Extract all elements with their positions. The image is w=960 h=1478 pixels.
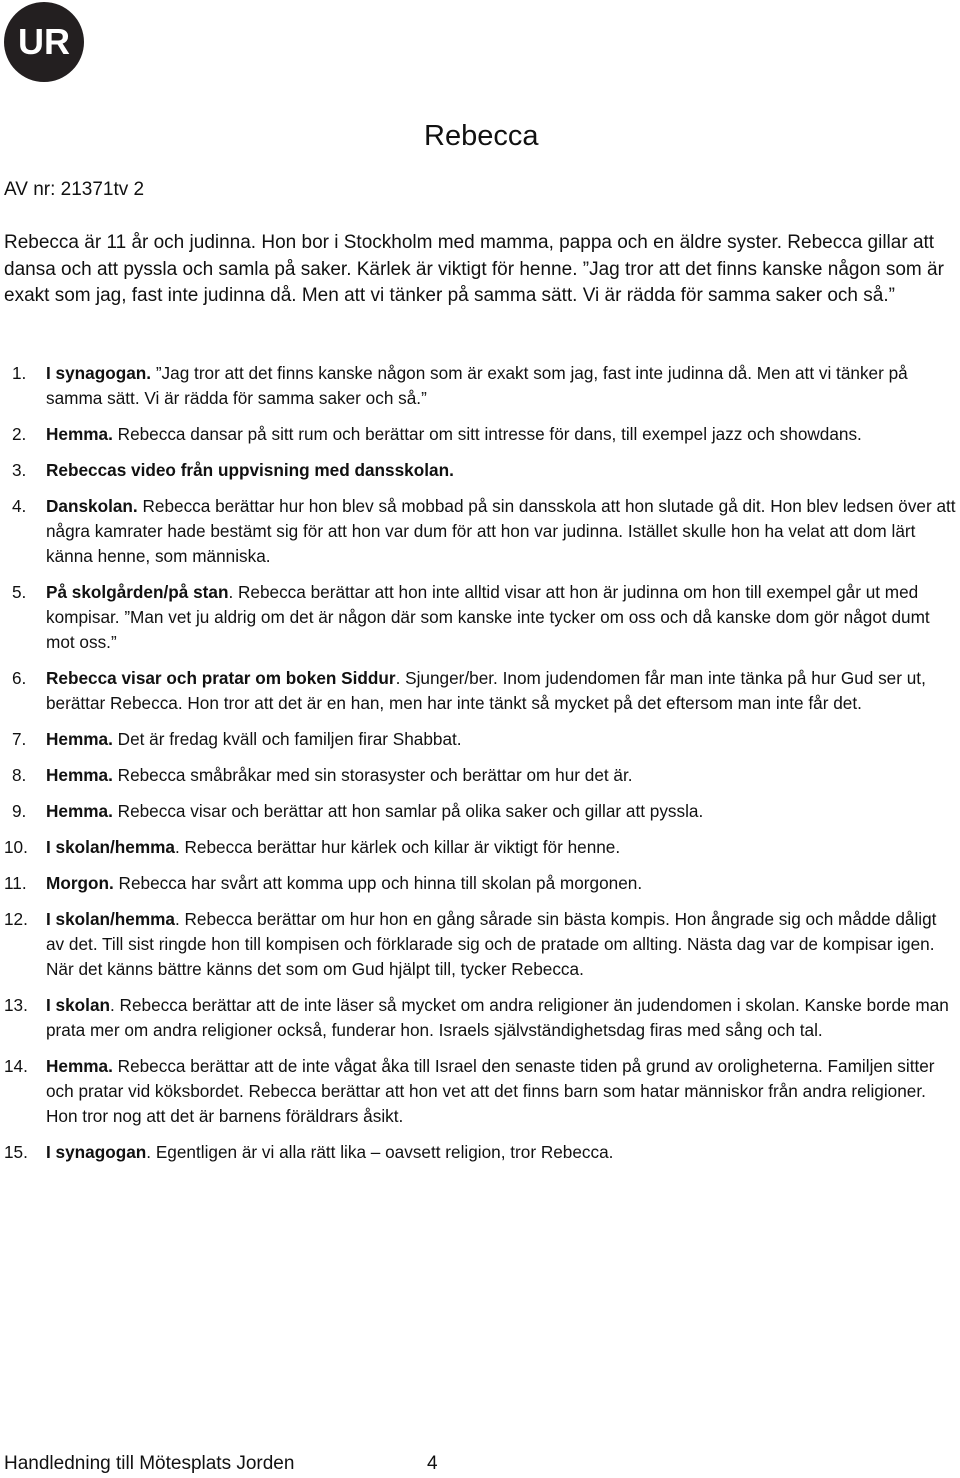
footer-title: Handledning till Mötesplats Jorden	[4, 1453, 295, 1474]
scene-description: . Sjunger/ber. Inom judendomen får man inte tänka på hur Gud ser ut, berättar Rebecca. Hon tror att det är en han, men har inte tänkt så mycket på det eftersom man inte får det.	[46, 668, 926, 713]
scene-title: Morgon.	[46, 873, 114, 893]
scene-item	[4, 361, 958, 411]
page-number: 4	[427, 1453, 438, 1474]
scene-number: 5.	[12, 582, 27, 602]
ur-logo-icon	[3, 1, 85, 83]
intro-paragraph: Rebecca är 11 år och judinna. Hon bor i Stockholm med mamma, pappa och en äldre syster. Rebecca gillar att dansa och att pyssla och samla på saker. Kärlek är viktigt för henne. ”Jag tror att det finns kanske någon som är exakt som jag, fast inte judinna då. Men att vi tänker på samma sätt. Vi är rädda för samma saker och så.”	[4, 232, 944, 307]
scene-number: 10.	[4, 837, 28, 857]
scene-number: 11.	[4, 873, 27, 893]
scene-title: I synagogan.	[46, 363, 152, 383]
scene-number: 6.	[12, 668, 27, 688]
scene-number: 12.	[4, 909, 28, 929]
scene-description: Rebecca småbråkar med sin storasyster och berättar om hur det är.	[112, 765, 633, 785]
scene-title: Hemma.	[46, 801, 113, 821]
scene-description: Rebecca visar och berättar att hon samlar på olika saker och gillar att pyssla.	[112, 801, 704, 821]
scene-list	[4, 361, 958, 1176]
scene-number: 14.	[4, 1056, 28, 1076]
scene-title: Hemma.	[46, 765, 113, 785]
scene-title: På skolgården/på stan	[46, 582, 229, 602]
scene-number: 7.	[12, 729, 27, 749]
scene-number: 15.	[4, 1142, 28, 1162]
scene-number: 4.	[12, 496, 27, 516]
scene-item	[4, 871, 958, 896]
logo-text: UR	[18, 21, 70, 62]
scene-title: Hemma.	[46, 424, 113, 444]
ur-logo	[3, 1, 85, 83]
scene-item	[4, 458, 958, 483]
scene-description: . Rebecca berättar att hon inte alltid visar att hon är judinna om hon till exempel går ut med kompisar. ”Man vet ju aldrig om det är någon där som kanske inte tycker om oss och då kanske dom gör något dumt mot oss.”	[46, 582, 930, 652]
scene-number: 9.	[12, 801, 27, 821]
scene-description: Rebecca berättar hur hon blev så mobbad på sin dansskola att hon slutade gå dit. Hon blev ledsen över att några kamrater hade bestämt sig för att hon var dum för att hon var judinna. Istället skulle hon ha velat att dom lärt känna henne, som människa.	[46, 496, 956, 566]
scene-title: Rebecca visar och pratar om boken Siddur	[46, 668, 396, 688]
scene-number: 2.	[12, 424, 27, 444]
scene-number: 13.	[4, 995, 28, 1015]
av-number: AV nr: 21371tv 2	[4, 179, 145, 200]
scene-description: Rebecca berättar att de inte vågat åka till Israel den senaste tiden på grund av oroligheterna. Familjen sitter och pratar vid köksbordet. Rebecca berättar att hon vet att det finns barn som hatar människor från andra religioner. Hon tror nog att det är barnens föräldrars åsikt.	[46, 1056, 935, 1126]
scene-number: 8.	[12, 765, 27, 785]
scene-description: . Rebecca berättar att de inte läser så mycket om andra religioner än judendomen i skolan. Kanske borde man prata mer om andra religioner också, funderar hon. Israels självständighetsdag firas med sång och tal.	[46, 995, 949, 1040]
scene-item	[4, 1140, 958, 1165]
scene-title: Rebeccas video från uppvisning med dansskolan.	[46, 460, 454, 480]
scene-title: I skolan/hemma	[46, 909, 175, 929]
scene-title: Hemma.	[46, 729, 113, 749]
scene-description: . Rebecca berättar om hur hon en gång sårade sin bästa kompis. Hon ångrade sig och mådde dåligt av det. Till sist ringde hon till kompisen och förklarade sig och de pratade om allting. Nästa dag var de kompisar igen. När det känns bättre känns det som om Gud hjälpt till, tycker Rebecca.	[46, 909, 937, 979]
scene-item	[4, 993, 958, 1043]
scene-number: 3.	[12, 460, 27, 480]
scene-item	[4, 835, 958, 860]
scene-title: Hemma.	[46, 1056, 113, 1076]
scene-item	[4, 494, 958, 569]
scene-item	[4, 422, 958, 447]
scene-description: Rebecca har svårt att komma upp och hinna till skolan på morgonen.	[113, 873, 643, 893]
scene-title: I skolan	[46, 995, 110, 1015]
page-title: Rebecca	[424, 120, 539, 152]
scene-description: . Rebecca berättar hur kärlek och killar är viktigt för henne.	[174, 837, 621, 857]
scene-item	[4, 799, 958, 824]
scene-title: Danskolan.	[46, 496, 138, 516]
scene-item	[4, 580, 958, 655]
scene-item	[4, 763, 958, 788]
scene-title: I skolan/hemma	[46, 837, 175, 857]
scene-description: Rebecca dansar på sitt rum och berättar om sitt intresse för dans, till exempel jazz och showdans.	[112, 424, 862, 444]
scene-item	[4, 727, 958, 752]
scene-item	[4, 666, 958, 716]
scene-description: . Egentligen är vi alla rätt lika – oavsett religion, tror Rebecca.	[146, 1142, 614, 1162]
scene-number: 1.	[12, 363, 27, 383]
scene-item	[4, 1054, 958, 1129]
scene-description: Det är fredag kväll och familjen firar Shabbat.	[112, 729, 462, 749]
scene-title: I synagogan	[46, 1142, 147, 1162]
scene-item	[4, 907, 958, 982]
scene-description: ”Jag tror att det finns kanske någon som är exakt som jag, fast inte judinna då. Men att vi tänker på samma sätt. Vi är rädda för samma saker och så.”	[46, 363, 908, 408]
